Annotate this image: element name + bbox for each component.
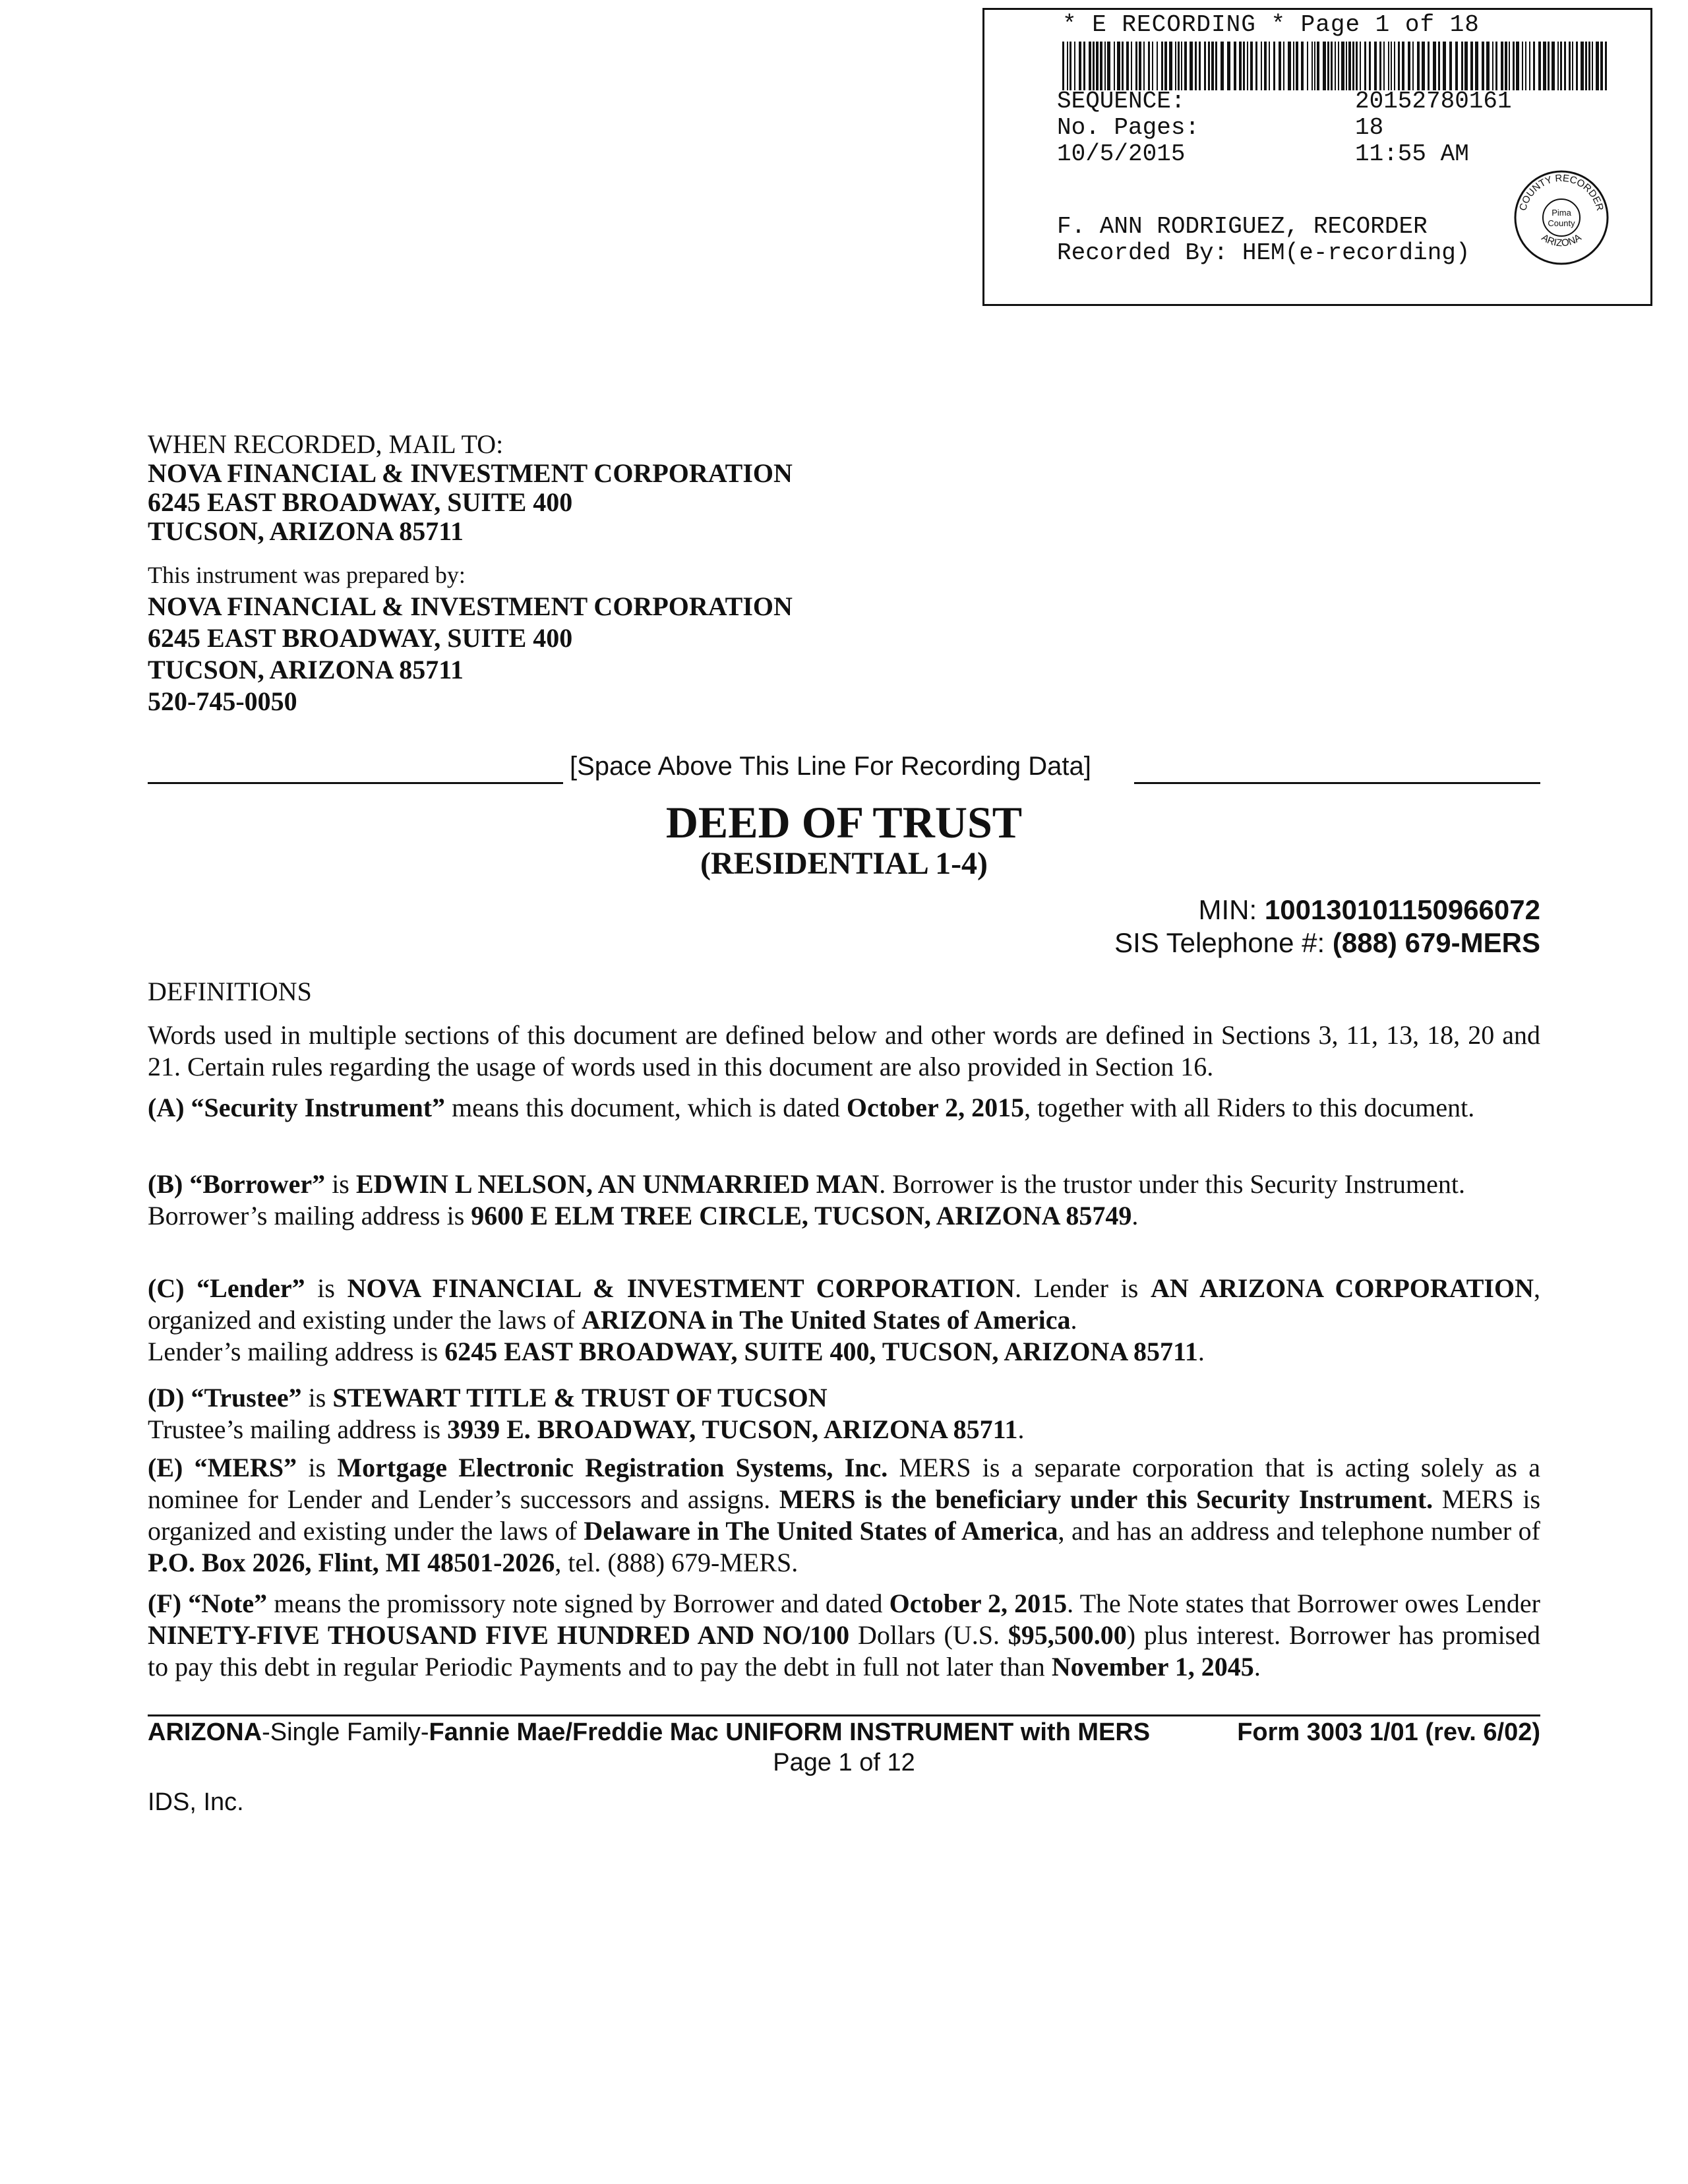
- definition-security-instrument: [148, 1092, 1540, 1124]
- county-seal-icon: [1512, 168, 1611, 267]
- text: MERS is a separate corporation that is acting solely as a nominee for Lender and Lender’s successors and assigns.: [148, 1453, 1541, 1514]
- recorder-name: F. ANN RODRIGUEZ, RECORDER: [1057, 213, 1428, 240]
- recording-date: 10/5/2015: [1057, 140, 1186, 167]
- text: Trustee’s mailing address is: [148, 1414, 448, 1444]
- text: Lender’s mailing address is: [148, 1337, 445, 1366]
- divider-rule-right: [1134, 782, 1540, 784]
- date: October 2, 2015: [846, 1093, 1025, 1122]
- divider-rule-left: [148, 782, 563, 784]
- text: Borrower’s mailing address is: [148, 1201, 471, 1230]
- borrower-name: EDWIN L NELSON, AN UNMARRIED MAN: [355, 1169, 880, 1199]
- recording-time: 11:55 AM: [1355, 140, 1469, 167]
- definition-mers: [148, 1452, 1540, 1579]
- text: .: [1017, 1414, 1025, 1444]
- term: (D) “Trustee”: [148, 1383, 302, 1412]
- definition-lender: [148, 1273, 1540, 1368]
- definition-note: [148, 1588, 1540, 1683]
- text: , tel. (888) 679-MERS.: [555, 1548, 799, 1577]
- footer-state: ARIZONA: [148, 1718, 262, 1746]
- text: means the promissory note signed by Borrower and dated: [267, 1589, 889, 1618]
- text: , organized and existing under the laws of: [148, 1273, 1540, 1335]
- mail-to-line: NOVA FINANCIAL & INVESTMENT CORPORATION: [148, 458, 793, 488]
- loan-amount: $95,500.00: [1008, 1620, 1127, 1650]
- sis-value: (888) 679-MERS: [1332, 927, 1540, 958]
- prepared-by-block: [148, 559, 793, 717]
- pages-label: No. Pages:: [1057, 114, 1200, 141]
- text: MERS is organized and existing under the laws of: [148, 1484, 1541, 1546]
- trustee-name: STEWART TITLE & TRUST OF TUCSON: [332, 1383, 828, 1412]
- min-value: 100130101150966072: [1264, 894, 1540, 925]
- mail-to-line: 6245 EAST BROADWAY, SUITE 400: [148, 487, 573, 517]
- min-number: [1199, 894, 1540, 926]
- barcode: [1062, 42, 1607, 90]
- footer-divider: [148, 1714, 1540, 1716]
- text: .: [1131, 1201, 1139, 1230]
- text: , and has an address and telephone number of: [1058, 1516, 1540, 1546]
- seal-text-center-2: County: [1548, 218, 1575, 228]
- document-title: DEED OF TRUST: [665, 797, 1023, 847]
- sis-telephone: [1114, 927, 1540, 959]
- text: . Borrower is the trustor under this Security Instrument.: [879, 1169, 1466, 1199]
- seal-text-top: COUNTY RECORDER: [1517, 172, 1606, 212]
- prepared-by-line: 6245 EAST BROADWAY, SUITE 400: [148, 623, 573, 653]
- definition-trustee: [148, 1382, 1540, 1445]
- text: , together with all Riders to this document.: [1024, 1093, 1475, 1122]
- mers-address: P.O. Box 2026, Flint, MI 48501-2026: [148, 1548, 555, 1577]
- mail-to-line: TUCSON, ARIZONA 85711: [148, 516, 464, 546]
- maturity-date: November 1, 2045: [1051, 1652, 1254, 1682]
- text: is: [297, 1453, 338, 1482]
- svg-text:COUNTY RECORDER: [1517, 173, 1606, 212]
- text: is: [301, 1383, 333, 1412]
- recording-data-divider: [148, 749, 1540, 789]
- term: (C) “Lender”: [148, 1273, 305, 1303]
- prepared-by-label: This instrument was prepared by:: [148, 562, 466, 588]
- text: . The Note states that Borrower owes Lender: [1067, 1589, 1540, 1618]
- min-label: MIN:: [1198, 894, 1265, 925]
- lender-name: NOVA FINANCIAL & INVESTMENT CORPORATION: [347, 1273, 1015, 1303]
- seal-text-center-1: Pima: [1552, 208, 1571, 218]
- term: (B) “Borrower”: [148, 1169, 326, 1199]
- document-subtitle: (RESIDENTIAL 1-4): [700, 846, 988, 881]
- text: is: [305, 1273, 347, 1303]
- term: (F) “Note”: [148, 1589, 268, 1618]
- footer-form-description: [148, 1718, 1150, 1747]
- sequence-value: 20152780161: [1355, 88, 1512, 115]
- definitions-intro: Words used in multiple sections of this document are defined below and other words are defined in Sections 3, 11, 13, 18, 20 and 21. Certain rules regarding the usage of words used in this document are also provided in Section 16.: [148, 1020, 1540, 1081]
- footer-vendor: IDS, Inc.: [148, 1788, 244, 1816]
- sis-label: SIS Telephone #:: [1114, 927, 1333, 958]
- text: ) plus interest. Borrower has promised to pay this debt in regular Periodic Payments and to pay the debt in full not later than: [148, 1620, 1540, 1682]
- pages-value: 18: [1355, 114, 1384, 141]
- lender-type: AN ARIZONA CORPORATION: [1150, 1273, 1534, 1303]
- lender-address: 6245 EAST BROADWAY, SUITE 400, TUCSON, ARIZONA 85711: [444, 1337, 1198, 1366]
- mail-to-block: [148, 430, 793, 546]
- recorded-by: Recorded By: HEM(e-recording): [1057, 239, 1470, 266]
- text: means this document, which is dated: [445, 1093, 847, 1122]
- text: . Lender is: [1015, 1273, 1151, 1303]
- prepared-by-line: TUCSON, ARIZONA 85711: [148, 655, 464, 684]
- term: (A) “Security Instrument”: [148, 1093, 446, 1122]
- note-date: October 2, 2015: [889, 1589, 1068, 1618]
- seal-text-bottom: ARIZONA: [1539, 231, 1584, 249]
- stamp-header: * E RECORDING * Page 1 of 18: [1062, 11, 1480, 38]
- text: .: [1070, 1305, 1077, 1335]
- mers-name: Mortgage Electronic Registration Systems, Inc.: [337, 1453, 888, 1482]
- loan-amount-words: NINETY-FIVE THOUSAND FIVE HUNDRED AND NO/100: [148, 1620, 850, 1650]
- mail-to-label: WHEN RECORDED, MAIL TO:: [148, 429, 504, 459]
- svg-text:ARIZONA: [1540, 232, 1584, 249]
- footer-page-number: Page 1 of 12: [773, 1749, 915, 1776]
- mers-laws: Delaware in The United States of America: [584, 1516, 1058, 1546]
- prepared-by-line: NOVA FINANCIAL & INVESTMENT CORPORATION: [148, 592, 793, 621]
- recording-stamp: [982, 8, 1652, 306]
- text: .: [1253, 1652, 1261, 1682]
- borrower-address: 9600 E ELM TREE CIRCLE, TUCSON, ARIZONA 85749: [471, 1201, 1132, 1230]
- footer-desc-1: -Single Family-: [262, 1718, 429, 1746]
- trustee-address: 3939 E. BROADWAY, TUCSON, ARIZONA 85711: [447, 1414, 1018, 1444]
- mers-beneficiary: MERS is the beneficiary under this Security Instrument.: [779, 1484, 1433, 1514]
- term: (E) “MERS”: [148, 1453, 297, 1482]
- prepared-by-phone: 520-745-0050: [148, 686, 297, 716]
- footer-form-number: Form 3003 1/01 (rev. 6/02): [1237, 1718, 1540, 1746]
- text: Dollars (U.S.: [849, 1620, 1008, 1650]
- lender-laws: ARIZONA in The United States of America: [581, 1305, 1071, 1335]
- text: is: [325, 1169, 356, 1199]
- sequence-label: SEQUENCE:: [1057, 88, 1186, 115]
- definitions-heading: DEFINITIONS: [148, 977, 312, 1006]
- text: .: [1197, 1337, 1205, 1366]
- definition-borrower: [148, 1168, 1540, 1232]
- space-above-label: [Space Above This Line For Recording Data]: [570, 752, 1091, 781]
- footer-desc-2: Fannie Mae/Freddie Mac UNIFORM INSTRUMENT with MERS: [429, 1718, 1151, 1746]
